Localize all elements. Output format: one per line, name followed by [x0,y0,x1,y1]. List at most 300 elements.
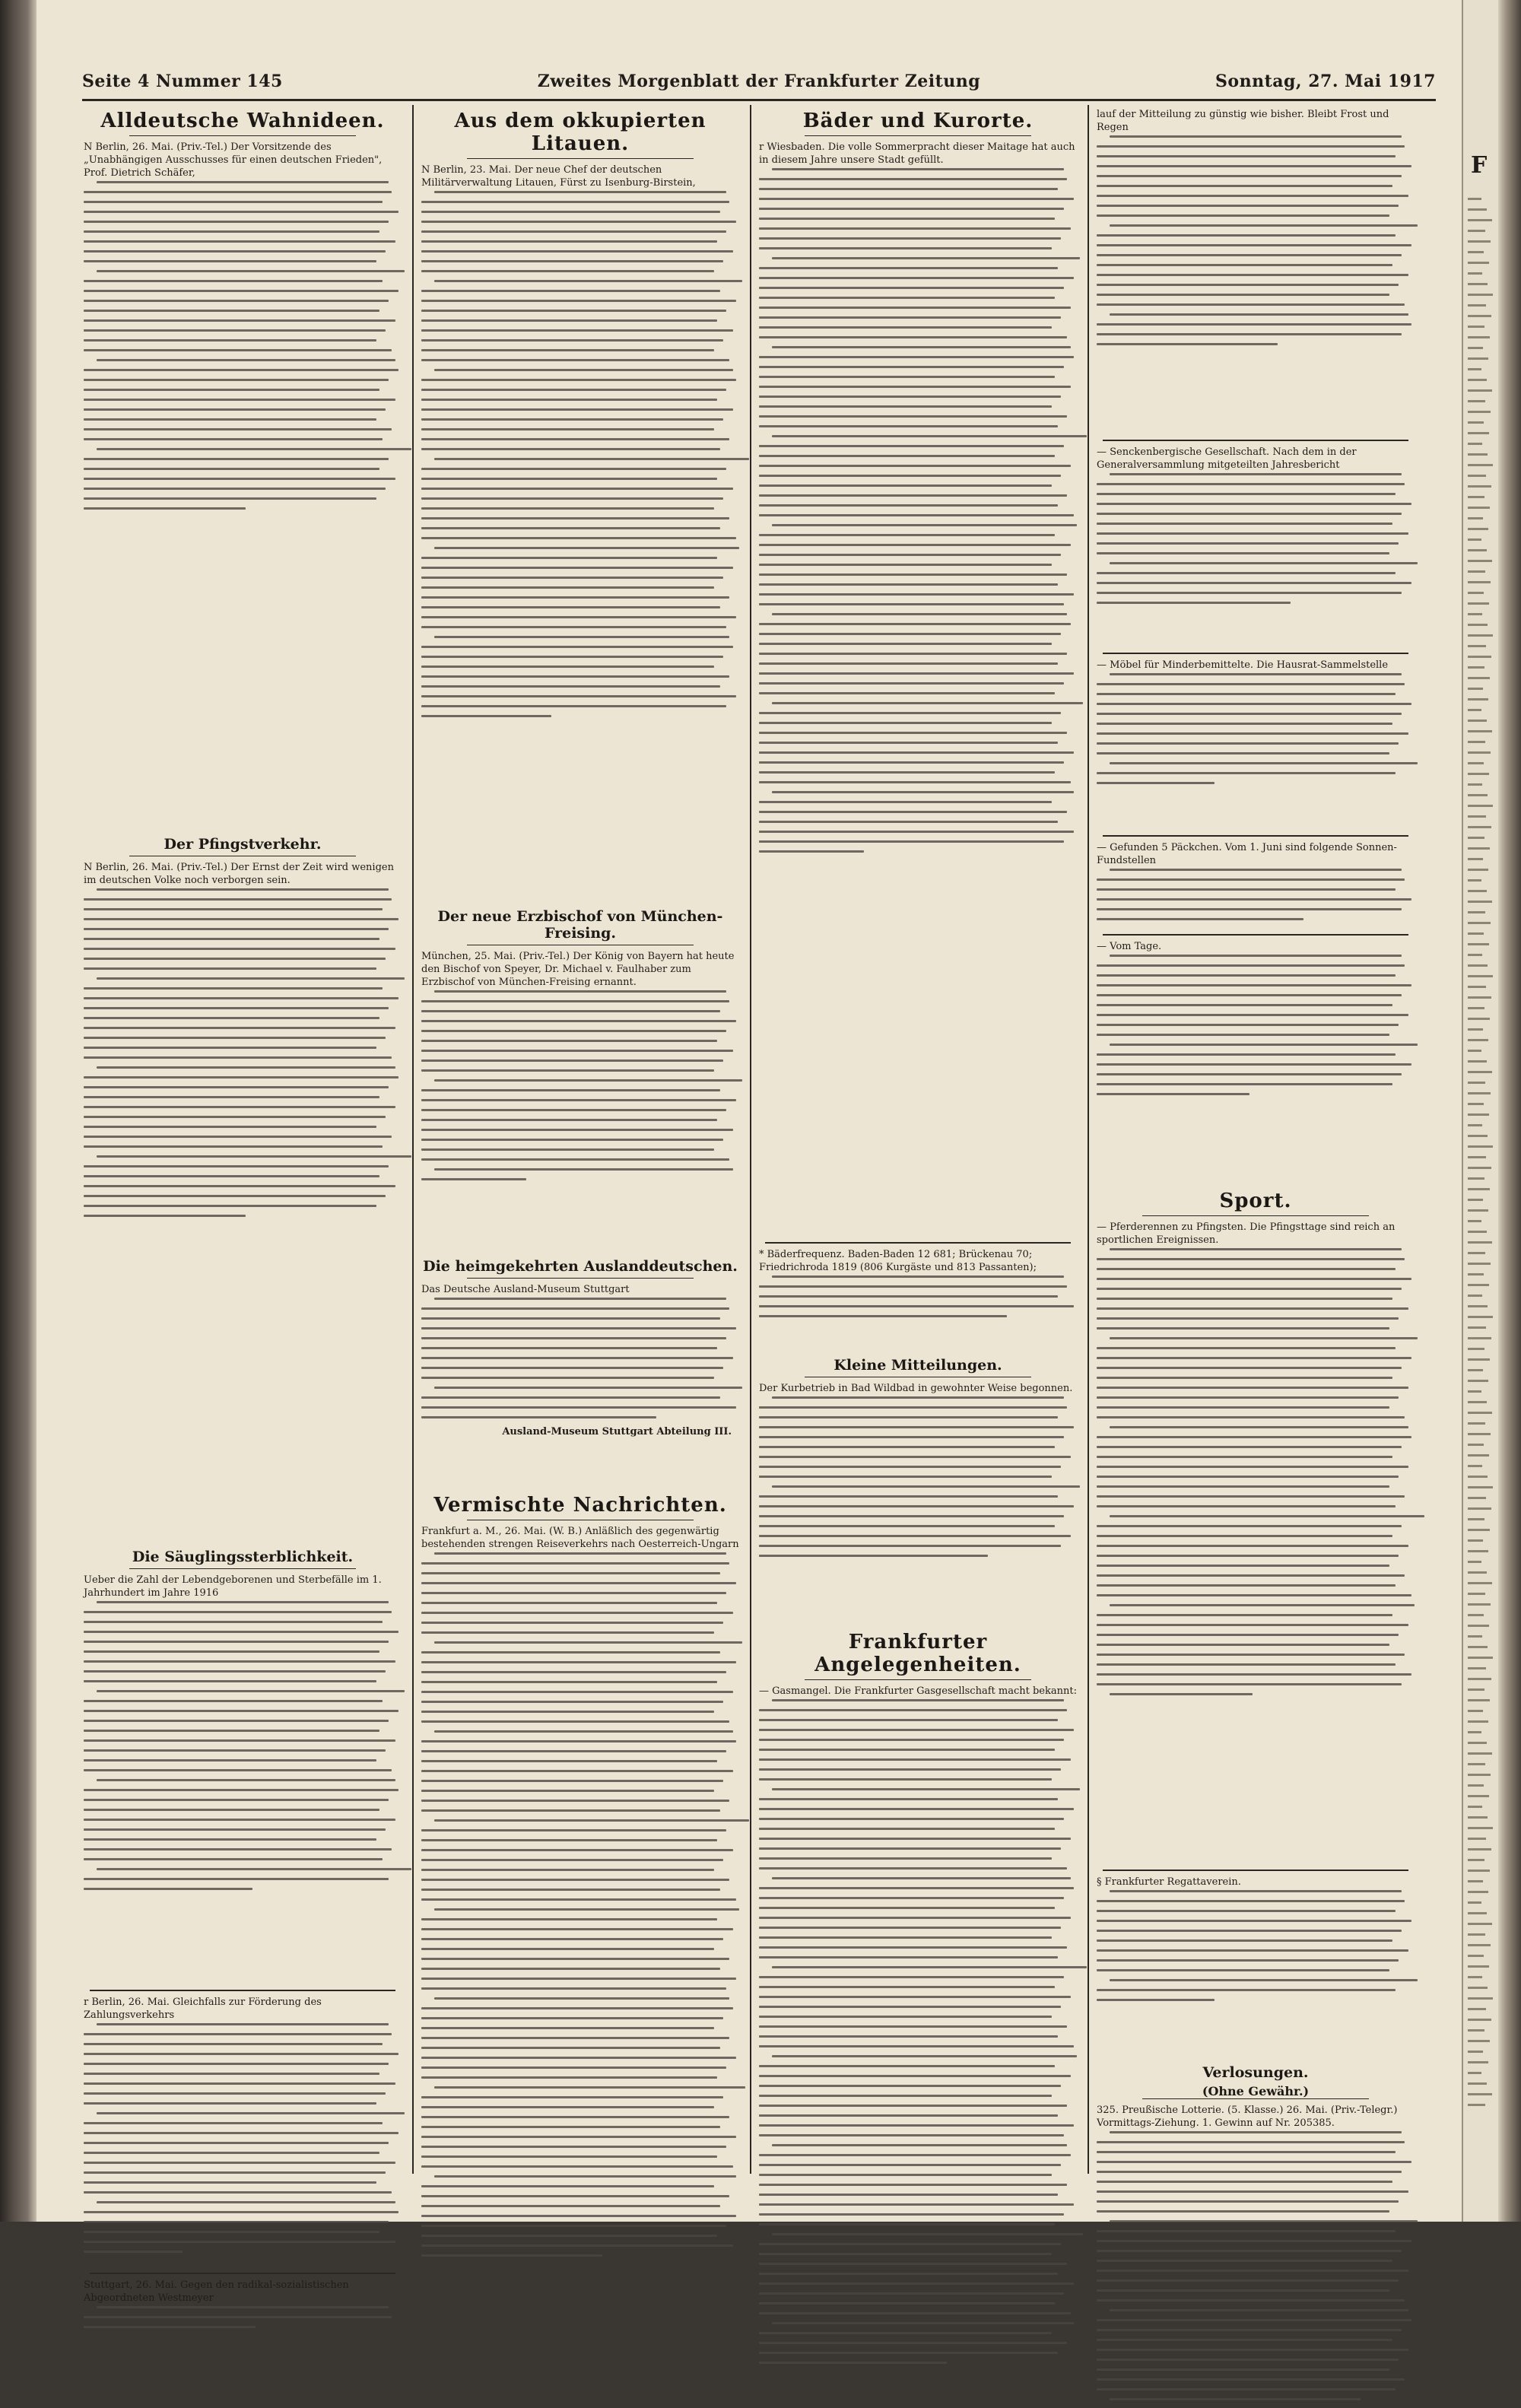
text-line [421,290,720,292]
text-line [1097,2161,1411,2163]
next-page-text-line [1468,730,1492,732]
text-line [759,484,1052,487]
article-body [1097,673,1415,784]
text-line [772,702,1084,704]
next-page-text-line [1468,1486,1493,1488]
next-page-text-line [1468,368,1481,370]
next-page-text-line [1468,1337,1491,1339]
next-page-text-line [1468,1795,1489,1797]
text-line [1097,1317,1399,1320]
text-line [1097,2230,1396,2232]
text-line [1097,1396,1399,1399]
text-line [759,396,1061,398]
text-line [421,1928,733,1930]
text-line [421,1337,726,1339]
next-page-text-line [1468,869,1488,871]
article-body [1097,135,1415,345]
page-stack-edge [1498,0,1521,2222]
text-line [759,1719,1058,1721]
book-binding-edge [0,0,37,2222]
text-line [1097,2319,1411,2321]
text-line [84,1660,395,1663]
next-page-text-line [1468,837,1484,839]
text-line [84,369,399,371]
text-line [772,1966,1087,1968]
text-line [759,227,1071,230]
text-line [1097,1073,1402,1075]
text-line [84,221,389,223]
next-page-text-line [1468,1752,1492,1755]
next-page-text-line [1468,1326,1486,1329]
text-line [421,1948,714,1950]
text-line [1097,1347,1396,1349]
text-line [759,573,1067,576]
heading-rule [1142,1215,1369,1216]
text-line [84,1809,379,1811]
text-line [421,1148,714,1151]
text-line [84,1789,399,1791]
next-page-text-line [1468,741,1485,743]
article-lead: 325. Preußische Lotterie. (5. Klasse.) 26. Mai. (Priv.-Telegr.) Vormittags-Ziehung. 1. Gewinn auf Nr. 205385. [1097,2105,1398,2129]
text-line [1097,772,1396,774]
text-line [1110,1337,1418,1339]
text-line [1110,1044,1418,1046]
text-line [1097,918,1303,920]
next-page-text-line [1468,794,1488,796]
next-page-text-line [1468,326,1484,328]
text-line [434,2086,746,2089]
next-page-text-line [1468,2093,1492,2095]
text-line [1097,2349,1408,2351]
next-page-text-line [1468,1646,1488,1648]
article-body [84,888,402,1217]
text-line [759,2203,1074,2206]
text-line [1097,274,1408,276]
text-line [772,1396,1065,1399]
next-page-text-line [1468,2072,1481,2074]
text-line [434,1552,727,1555]
text-line [84,280,383,282]
next-page-text-line [1468,1699,1490,1701]
next-page-text-line [1468,1177,1484,1180]
text-line [759,583,1058,586]
text-line [759,534,1055,536]
text-line [421,586,714,589]
text-line [421,1010,720,1012]
text-line [1097,234,1396,237]
text-line [1097,732,1408,735]
next-page-text-line [1468,1433,1491,1435]
text-line [1097,2181,1392,2183]
article-lead: Stuttgart, 26. Mai. Gegen den radikal-sozialistischen Abgeordneten Westmeyer [84,2279,349,2304]
next-page-text-line [1468,1028,1483,1031]
next-page-text-line [1468,272,1482,275]
text-line [1097,1989,1396,1991]
next-page-text-line [1468,2082,1487,2085]
article-lead: N Berlin, 23. Mai. Der neue Chef der deutschen Militärverwaltung Litauen, Fürst zu Isenburg-Birstein, [421,164,696,189]
heading-rule [129,135,356,136]
text-line [421,666,714,668]
text-line [759,2352,1058,2354]
text-line [84,1215,246,1217]
next-page-text-line [1468,666,1484,669]
text-line [1097,185,1392,187]
text-line [421,1809,720,1812]
article [1097,934,1415,1103]
text-line [84,310,379,312]
text-line [759,682,1064,685]
text-line [1097,582,1411,584]
article-body [1097,1890,1415,2001]
text-line [84,2231,379,2233]
text-line [421,596,729,599]
text-line [1097,1930,1402,1932]
next-page-text-line [1468,592,1484,594]
text-line [759,2134,1064,2136]
next-page-text-line [1468,1050,1481,1052]
article-heading: Bäder und Kurorte. [802,110,1034,132]
next-page-text-line [1468,964,1488,967]
text-line [84,1116,386,1118]
text-line [1097,244,1411,246]
next-page-text-line [1468,1550,1488,1552]
next-page-text-line [1468,1422,1485,1425]
text-line [84,1828,386,1831]
text-line [84,2132,399,2134]
text-line [759,287,1064,289]
next-page-text-line [1468,1816,1488,1819]
text-line [1097,572,1396,574]
text-line [97,270,405,272]
next-page-text-line [1468,1688,1484,1691]
text-line [421,2106,714,2108]
text-line [97,1066,395,1069]
text-line [1097,2279,1399,2282]
text-line [1097,323,1411,326]
text-line [759,1739,1064,1741]
next-page-text-line [1468,1060,1487,1063]
text-line [759,504,1058,507]
next-page-text-line [1468,1390,1481,1393]
text-line [421,300,736,302]
text-line [759,1749,1055,1751]
text-line [1097,205,1399,207]
next-page-text-line [1468,624,1488,626]
text-line [759,831,1074,833]
text-line [759,237,1061,240]
text-line [1110,2220,1418,2222]
text-line [759,1555,988,1557]
article-heading: Alldeutsche Wahnideen. [100,110,385,132]
text-line [434,1168,733,1171]
text-line [421,399,717,401]
text-line [421,1987,726,1990]
text-line [421,1770,733,1772]
next-page-text-line [1468,464,1493,466]
text-line [1097,1063,1411,1066]
text-line [759,1798,1058,1800]
text-line [84,2092,386,2095]
text-line [84,1650,379,1653]
text-line [84,1739,395,1742]
text-line [1097,1555,1399,1557]
text-line [421,1178,526,1180]
text-line [1097,1083,1392,1085]
article-body [421,1298,739,1418]
next-page-text-line [1468,1784,1484,1787]
text-line [421,319,717,322]
text-line [421,1592,726,1594]
text-line [759,653,1067,655]
article-lead: § Frankfurter Regattaverein. [1097,1876,1241,1888]
text-line [1110,1890,1402,1892]
next-page-text-line [1468,932,1484,935]
text-line [421,438,729,440]
text-line [421,557,717,559]
text-line [421,1859,723,1861]
text-line [421,1740,736,1742]
text-line [759,692,1055,694]
text-line [1097,1624,1408,1626]
article-body [84,2023,402,2253]
article [84,1544,402,1898]
next-page-text-line [1468,1806,1482,1808]
next-page-text-line [1468,1220,1481,1222]
next-page-text-line [1468,570,1485,573]
next-page-text-line [1468,1976,1482,1978]
text-line [759,2045,1074,2047]
text-line [759,1446,1055,1448]
column-divider [412,105,414,2174]
text-line [1097,1634,1399,1636]
article [1097,653,1415,792]
text-line [421,329,733,332]
next-page-text-line [1468,1263,1491,1265]
text-line [421,1562,729,1565]
article-body [1097,2131,1415,2400]
text-line [1097,1673,1411,1676]
text-line [421,2146,726,2148]
text-line [759,2105,1067,2107]
text-line [1097,1584,1396,1587]
next-page-text-line [1468,1305,1488,1307]
text-line [1110,1693,1253,1695]
text-line [97,2201,395,2203]
article-lead: Ueber die Zahl der Lebendgeborenen und Sterbefälle im 1. Jahrhundert im Jahre 1916 [84,1574,382,1599]
text-line [434,1387,742,1389]
text-line [759,297,1055,299]
text-line [434,1641,742,1644]
text-line [759,188,1058,190]
text-line [1097,1456,1392,1458]
article [1097,835,1415,928]
text-line [421,2116,729,2118]
text-line [421,1406,736,1409]
text-line [759,811,1067,813]
next-page-text-line [1468,1167,1491,1169]
text-line [84,898,392,901]
text-line [421,240,717,243]
text-line [84,2142,389,2144]
article-lead: — Vom Tage. [1097,941,1162,952]
text-line [84,339,376,342]
text-line [1097,195,1408,197]
article-heading: Kleine Mitteilungen. [834,1357,1002,1374]
text-line [1097,1024,1399,1026]
text-line [84,1056,392,1059]
text-line [759,356,1074,358]
text-line [421,1367,723,1369]
next-page-text-line [1468,751,1491,754]
next-page-text-line [1468,1603,1491,1606]
text-line [84,1136,392,1138]
column-divider [750,105,751,2174]
article-lead: — Pferderennen zu Pfingsten. Die Pfingsttage sind reich an sportlichen Ereignissen. [1097,1221,1396,1246]
text-line [421,1720,729,1723]
text-line [759,623,1071,625]
next-page-text-line [1468,1444,1484,1446]
article-body [1097,869,1415,920]
text-line [84,1165,389,1167]
next-page-text-line [1468,379,1487,381]
article-lead: Das Deutsche Ausland-Museum Stuttgart [421,1284,630,1295]
next-page-text-line [1468,1539,1483,1542]
text-line [759,1436,1064,1438]
text-line [421,1572,720,1574]
newspaper-page [37,0,1463,2304]
next-page-text-line [1468,1912,1487,1914]
text-line [1097,1910,1396,1912]
article [84,105,402,517]
next-page-text-line [1468,986,1486,988]
text-line [434,1298,727,1300]
text-line [97,181,389,183]
text-line [1097,888,1396,891]
text-line [772,257,1080,259]
text-line [421,1612,733,1614]
text-line [84,1096,379,1098]
text-line [421,2076,717,2079]
text-line [421,270,714,272]
text-line [421,1829,726,1831]
text-line [84,389,379,391]
article-body [759,1699,1077,2364]
text-line [84,1799,389,1801]
next-page-text-line [1468,1082,1485,1084]
text-line [759,1315,1007,1317]
text-line [759,2253,1052,2255]
text-line [759,1768,1061,1771]
text-line [1097,742,1399,745]
text-line [84,987,383,990]
next-page-text-line [1468,1358,1490,1361]
text-line [1097,254,1402,256]
text-line [84,2073,379,2075]
next-page-text-line [1468,421,1484,424]
text-line [421,201,729,203]
next-page-text-line [1468,507,1490,509]
text-line [759,603,1064,605]
text-line [1097,303,1405,306]
next-page-text-line [1468,1614,1484,1616]
next-page-text-line [1468,198,1481,200]
text-line [97,977,405,980]
text-line [1097,175,1402,177]
text-line [759,2283,1074,2285]
next-page-text-line [1468,1071,1492,1073]
text-line [84,2033,392,2035]
text-line [84,1769,392,1771]
text-line [421,1347,717,1349]
section-rule [90,2273,395,2274]
next-page-text-line [1468,581,1491,583]
text-line [84,1611,392,1613]
text-line [1097,1900,1405,1902]
text-line [84,1185,395,1187]
next-page-text-line [1468,219,1492,221]
text-line [759,326,1052,329]
text-line [1097,2378,1405,2381]
text-line [759,1867,1067,1870]
text-line [772,346,1071,348]
text-line [421,1059,723,1062]
text-line [759,1907,1055,1909]
article-body [421,1552,739,2257]
next-page-text-line [1468,1284,1489,1286]
next-page-text-line [1468,773,1489,775]
text-line [421,1631,714,1634]
text-line [1097,1377,1392,1379]
article-body [84,181,402,510]
article [421,105,739,725]
text-line [772,1877,1071,1879]
text-line [421,1396,720,1399]
text-line [421,468,726,470]
text-line [421,695,736,697]
next-page-text-line [1468,1465,1482,1467]
next-page-text-line [1468,549,1487,551]
text-line [759,2124,1074,2127]
text-line [84,1641,389,1643]
text-line [421,1938,723,1940]
text-line [759,415,1067,418]
text-line [759,564,1052,566]
text-line [421,1968,720,1970]
text-line [1097,1406,1389,1409]
text-line [759,1857,1052,1860]
next-page-text-line [1468,1497,1486,1499]
next-page-text-line [1468,1838,1486,1840]
text-line [759,781,1071,783]
next-page-text-line [1468,251,1484,253]
next-page-text-line [1468,1092,1491,1094]
text-line [421,1849,733,1851]
text-line [421,527,720,529]
text-line [759,1778,1052,1781]
text-line [759,850,864,853]
text-line [421,626,726,628]
text-line [421,1139,723,1141]
article-heading: Aus dem okkupierten Litauen. [454,110,707,155]
text-line [84,1195,386,1197]
text-line [1097,1004,1392,1006]
text-line [84,2171,386,2174]
text-line [434,369,733,371]
text-line [759,801,1052,803]
text-line [759,1758,1071,1761]
text-line [421,2195,729,2197]
text-line [759,2312,1071,2314]
